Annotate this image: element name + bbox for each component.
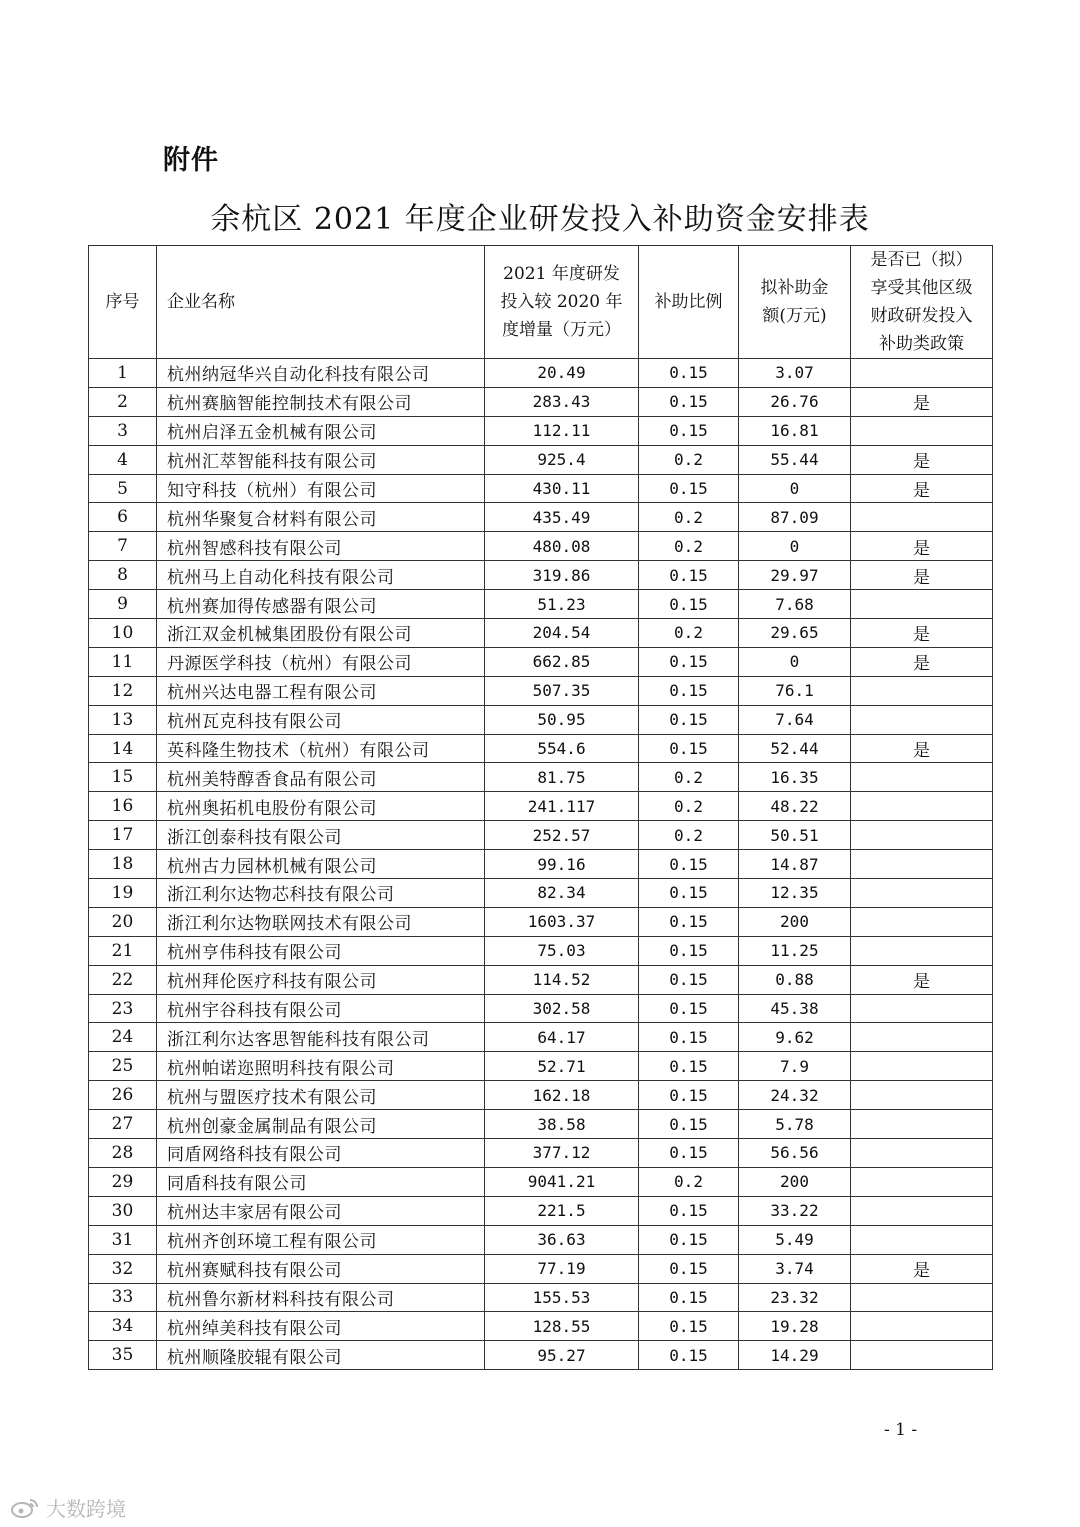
cell-ratio: 0.15 <box>639 879 739 908</box>
cell-increase: 99.16 <box>485 850 639 879</box>
cell-amount: 50.51 <box>739 821 851 850</box>
cell-ratio: 0.2 <box>639 503 739 532</box>
cell-other-policy: 是 <box>851 965 993 994</box>
table-row <box>89 1167 993 1196</box>
cell-increase: 52.71 <box>485 1052 639 1081</box>
table-row <box>89 879 993 908</box>
cell-seq: 34 <box>89 1312 157 1341</box>
cell-seq: 8 <box>89 561 157 590</box>
cell-other-policy: 是 <box>851 734 993 763</box>
cell-increase: 480.08 <box>485 532 639 561</box>
table-row <box>89 387 993 416</box>
cell-seq: 2 <box>89 387 157 416</box>
table-row <box>89 445 993 474</box>
cell-ratio: 0.15 <box>639 676 739 705</box>
cell-seq: 16 <box>89 792 157 821</box>
cell-other-policy <box>851 1052 993 1081</box>
cell-increase: 221.5 <box>485 1196 639 1225</box>
cell-other-policy <box>851 1225 993 1254</box>
cell-seq: 32 <box>89 1254 157 1283</box>
cell-seq: 26 <box>89 1081 157 1110</box>
cell-increase: 77.19 <box>485 1254 639 1283</box>
cell-other-policy <box>851 705 993 734</box>
table-row <box>89 1052 993 1081</box>
header-increase-line: 度增量（万元） <box>502 320 621 340</box>
cell-increase: 302.58 <box>485 994 639 1023</box>
page-title: 余杭区 2021 年度企业研发投入补助资金安排表 <box>210 202 870 237</box>
cell-increase: 128.55 <box>485 1312 639 1341</box>
cell-other-policy <box>851 590 993 619</box>
cell-amount: 0.88 <box>739 965 851 994</box>
attachment-label: 附件 <box>163 145 219 176</box>
table-row <box>89 1023 993 1052</box>
cell-ratio: 0.15 <box>639 359 739 388</box>
cell-company-name: 杭州启泽五金机械有限公司 <box>157 416 485 445</box>
table-row <box>89 1196 993 1225</box>
cell-company-name: 杭州智感科技有限公司 <box>157 532 485 561</box>
cell-ratio: 0.15 <box>639 1139 739 1168</box>
cell-ratio: 0.2 <box>639 792 739 821</box>
cell-ratio: 0.2 <box>639 821 739 850</box>
cell-company-name: 杭州顺隆胶辊有限公司 <box>157 1341 485 1370</box>
cell-increase: 554.6 <box>485 734 639 763</box>
cell-other-policy <box>851 1341 993 1370</box>
cell-company-name: 浙江创泰科技有限公司 <box>157 821 485 850</box>
cell-seq: 5 <box>89 474 157 503</box>
table-row <box>89 1110 993 1139</box>
cell-seq: 10 <box>89 619 157 648</box>
cell-amount: 45.38 <box>739 994 851 1023</box>
cell-amount: 3.74 <box>739 1254 851 1283</box>
cell-company-name: 英科隆生物技术（杭州）有限公司 <box>157 734 485 763</box>
cell-ratio: 0.2 <box>639 1167 739 1196</box>
table-row <box>89 850 993 879</box>
cell-ratio: 0.2 <box>639 532 739 561</box>
cell-amount: 5.49 <box>739 1225 851 1254</box>
cell-ratio: 0.15 <box>639 1283 739 1312</box>
cell-increase: 38.58 <box>485 1110 639 1139</box>
cell-increase: 1603.37 <box>485 907 639 936</box>
cell-other-policy <box>851 850 993 879</box>
cell-company-name: 同盾网络科技有限公司 <box>157 1139 485 1168</box>
cell-other-policy: 是 <box>851 474 993 503</box>
cell-increase: 81.75 <box>485 763 639 792</box>
cell-amount: 26.76 <box>739 387 851 416</box>
cell-company-name: 杭州美特醇香食品有限公司 <box>157 763 485 792</box>
table-row <box>89 821 993 850</box>
cell-seq: 30 <box>89 1196 157 1225</box>
cell-amount: 16.81 <box>739 416 851 445</box>
cell-other-policy: 是 <box>851 647 993 676</box>
cell-amount: 14.87 <box>739 850 851 879</box>
cell-company-name: 杭州纳冠华兴自动化科技有限公司 <box>157 359 485 388</box>
cell-amount: 200 <box>739 907 851 936</box>
table-row <box>89 647 993 676</box>
cell-company-name: 丹源医学科技（杭州）有限公司 <box>157 647 485 676</box>
cell-amount: 56.56 <box>739 1139 851 1168</box>
cell-company-name: 杭州马上自动化科技有限公司 <box>157 561 485 590</box>
cell-increase: 114.52 <box>485 965 639 994</box>
cell-company-name: 杭州绰美科技有限公司 <box>157 1312 485 1341</box>
cell-company-name: 杭州齐创环境工程有限公司 <box>157 1225 485 1254</box>
cell-amount: 16.35 <box>739 763 851 792</box>
cell-increase: 95.27 <box>485 1341 639 1370</box>
cell-seq: 33 <box>89 1283 157 1312</box>
cell-amount: 29.65 <box>739 619 851 648</box>
cell-ratio: 0.15 <box>639 1052 739 1081</box>
cell-ratio: 0.15 <box>639 936 739 965</box>
cell-increase: 36.63 <box>485 1225 639 1254</box>
table-row <box>89 1312 993 1341</box>
cell-increase: 435.49 <box>485 503 639 532</box>
weibo-logo-icon <box>10 1497 40 1519</box>
cell-seq: 7 <box>89 532 157 561</box>
cell-ratio: 0.15 <box>639 1110 739 1139</box>
table-row <box>89 1283 993 1312</box>
cell-ratio: 0.15 <box>639 734 739 763</box>
subsidy-table <box>88 245 993 1370</box>
cell-seq: 20 <box>89 907 157 936</box>
cell-seq: 3 <box>89 416 157 445</box>
cell-other-policy: 是 <box>851 532 993 561</box>
cell-ratio: 0.2 <box>639 445 739 474</box>
cell-seq: 18 <box>89 850 157 879</box>
cell-seq: 35 <box>89 1341 157 1370</box>
header-other-line: 财政研发投入 <box>870 306 973 326</box>
cell-amount: 55.44 <box>739 445 851 474</box>
cell-company-name: 杭州拜伦医疗科技有限公司 <box>157 965 485 994</box>
cell-amount: 12.35 <box>739 879 851 908</box>
cell-company-name: 杭州古力园林机械有限公司 <box>157 850 485 879</box>
cell-other-policy <box>851 359 993 388</box>
header-amount-line: 拟补助金 <box>760 278 829 298</box>
cell-company-name: 杭州瓦克科技有限公司 <box>157 705 485 734</box>
cell-ratio: 0.15 <box>639 387 739 416</box>
cell-seq: 6 <box>89 503 157 532</box>
table-body <box>89 359 993 1370</box>
cell-increase: 507.35 <box>485 676 639 705</box>
cell-other-policy: 是 <box>851 387 993 416</box>
cell-increase: 51.23 <box>485 590 639 619</box>
cell-ratio: 0.15 <box>639 474 739 503</box>
cell-ratio: 0.15 <box>639 1023 739 1052</box>
cell-ratio: 0.15 <box>639 1225 739 1254</box>
cell-increase: 112.11 <box>485 416 639 445</box>
cell-other-policy: 是 <box>851 619 993 648</box>
cell-increase: 319.86 <box>485 561 639 590</box>
cell-company-name: 知守科技（杭州）有限公司 <box>157 474 485 503</box>
header-other-line: 补助类政策 <box>879 334 964 354</box>
cell-other-policy <box>851 1110 993 1139</box>
table-row <box>89 474 993 503</box>
cell-increase: 82.34 <box>485 879 639 908</box>
cell-ratio: 0.15 <box>639 1081 739 1110</box>
table-row <box>89 532 993 561</box>
cell-ratio: 0.15 <box>639 1312 739 1341</box>
cell-company-name: 杭州赛赋科技有限公司 <box>157 1254 485 1283</box>
cell-increase: 430.11 <box>485 474 639 503</box>
cell-company-name: 杭州兴达电器工程有限公司 <box>157 676 485 705</box>
cell-increase: 925.4 <box>485 445 639 474</box>
cell-company-name: 杭州与盟医疗技术有限公司 <box>157 1081 485 1110</box>
cell-amount: 7.9 <box>739 1052 851 1081</box>
cell-amount: 7.68 <box>739 590 851 619</box>
cell-ratio: 0.2 <box>639 763 739 792</box>
cell-increase: 64.17 <box>485 1023 639 1052</box>
header-other-line: 是否已（拟） <box>870 250 973 270</box>
cell-amount: 5.78 <box>739 1110 851 1139</box>
cell-increase: 155.53 <box>485 1283 639 1312</box>
cell-amount: 7.64 <box>739 705 851 734</box>
cell-increase: 377.12 <box>485 1139 639 1168</box>
cell-seq: 1 <box>89 359 157 388</box>
header-amount-line: 额(万元) <box>762 306 827 326</box>
cell-amount: 24.32 <box>739 1081 851 1110</box>
table-row <box>89 359 993 388</box>
cell-seq: 4 <box>89 445 157 474</box>
cell-ratio: 0.15 <box>639 1196 739 1225</box>
cell-ratio: 0.15 <box>639 416 739 445</box>
cell-other-policy <box>851 1023 993 1052</box>
table-row <box>89 1225 993 1254</box>
cell-company-name: 浙江利尔达物联网技术有限公司 <box>157 907 485 936</box>
table-row <box>89 416 993 445</box>
cell-seq: 13 <box>89 705 157 734</box>
cell-other-policy <box>851 1139 993 1168</box>
table-row <box>89 561 993 590</box>
cell-other-policy <box>851 416 993 445</box>
cell-company-name: 杭州奥拓机电股份有限公司 <box>157 792 485 821</box>
header-amount <box>739 246 851 359</box>
cell-amount: 3.07 <box>739 359 851 388</box>
cell-increase: 9041.21 <box>485 1167 639 1196</box>
cell-company-name: 浙江利尔达物芯科技有限公司 <box>157 879 485 908</box>
cell-seq: 14 <box>89 734 157 763</box>
cell-seq: 11 <box>89 647 157 676</box>
cell-other-policy <box>851 879 993 908</box>
cell-seq: 24 <box>89 1023 157 1052</box>
table-row <box>89 705 993 734</box>
cell-company-name: 杭州华聚复合材料有限公司 <box>157 503 485 532</box>
cell-increase: 241.117 <box>485 792 639 821</box>
table-row <box>89 1254 993 1283</box>
header-other-line: 享受其他区级 <box>870 278 973 298</box>
header-seq: 序号 <box>89 246 157 359</box>
cell-seq: 31 <box>89 1225 157 1254</box>
cell-ratio: 0.15 <box>639 994 739 1023</box>
cell-other-policy: 是 <box>851 1254 993 1283</box>
cell-company-name: 浙江利尔达客思智能科技有限公司 <box>157 1023 485 1052</box>
header-ratio: 补助比例 <box>639 246 739 359</box>
cell-ratio: 0.2 <box>639 619 739 648</box>
cell-company-name: 浙江双金机械集团股份有限公司 <box>157 619 485 648</box>
cell-amount: 76.1 <box>739 676 851 705</box>
header-other-policy <box>851 246 993 359</box>
cell-amount: 0 <box>739 647 851 676</box>
cell-ratio: 0.15 <box>639 1254 739 1283</box>
cell-company-name: 杭州帕诺迩照明科技有限公司 <box>157 1052 485 1081</box>
cell-other-policy <box>851 763 993 792</box>
cell-increase: 662.85 <box>485 647 639 676</box>
table-row <box>89 1139 993 1168</box>
cell-other-policy <box>851 1196 993 1225</box>
cell-seq: 22 <box>89 965 157 994</box>
cell-amount: 14.29 <box>739 1341 851 1370</box>
watermark-text: 大数跨境 <box>46 1497 126 1521</box>
cell-ratio: 0.15 <box>639 850 739 879</box>
cell-other-policy <box>851 821 993 850</box>
cell-ratio: 0.15 <box>639 561 739 590</box>
table-row <box>89 734 993 763</box>
cell-amount: 19.28 <box>739 1312 851 1341</box>
cell-ratio: 0.15 <box>639 907 739 936</box>
cell-other-policy <box>851 936 993 965</box>
cell-seq: 23 <box>89 994 157 1023</box>
table-row <box>89 619 993 648</box>
cell-ratio: 0.15 <box>639 590 739 619</box>
cell-company-name: 杭州达丰家居有限公司 <box>157 1196 485 1225</box>
page-number: - 1 - <box>884 1420 918 1440</box>
cell-seq: 28 <box>89 1139 157 1168</box>
cell-amount: 11.25 <box>739 936 851 965</box>
table-row <box>89 1081 993 1110</box>
cell-other-policy <box>851 907 993 936</box>
cell-amount: 0 <box>739 474 851 503</box>
cell-company-name: 杭州鲁尔新材料科技有限公司 <box>157 1283 485 1312</box>
cell-seq: 25 <box>89 1052 157 1081</box>
cell-seq: 29 <box>89 1167 157 1196</box>
cell-seq: 27 <box>89 1110 157 1139</box>
cell-other-policy <box>851 792 993 821</box>
cell-amount: 0 <box>739 532 851 561</box>
table-row <box>89 936 993 965</box>
cell-other-policy <box>851 676 993 705</box>
cell-company-name: 杭州赛加得传感器有限公司 <box>157 590 485 619</box>
table-row <box>89 965 993 994</box>
cell-seq: 15 <box>89 763 157 792</box>
header-company-name: 企业名称 <box>157 246 485 359</box>
table-row <box>89 676 993 705</box>
cell-amount: 33.22 <box>739 1196 851 1225</box>
cell-amount: 200 <box>739 1167 851 1196</box>
cell-increase: 20.49 <box>485 359 639 388</box>
table-row <box>89 503 993 532</box>
cell-company-name: 杭州宇谷科技有限公司 <box>157 994 485 1023</box>
header-increase <box>485 246 639 359</box>
cell-other-policy: 是 <box>851 561 993 590</box>
table-row <box>89 590 993 619</box>
cell-seq: 9 <box>89 590 157 619</box>
cell-company-name: 杭州赛脑智能控制技术有限公司 <box>157 387 485 416</box>
cell-ratio: 0.15 <box>639 1341 739 1370</box>
header-increase-line: 2021 年度研发 <box>503 264 620 284</box>
cell-ratio: 0.15 <box>639 965 739 994</box>
cell-other-policy <box>851 1167 993 1196</box>
table-row <box>89 792 993 821</box>
cell-company-name: 杭州汇萃智能科技有限公司 <box>157 445 485 474</box>
table-row <box>89 1341 993 1370</box>
cell-increase: 252.57 <box>485 821 639 850</box>
watermark <box>10 1493 126 1522</box>
cell-company-name: 杭州创豪金属制品有限公司 <box>157 1110 485 1139</box>
table-row <box>89 763 993 792</box>
cell-seq: 21 <box>89 936 157 965</box>
cell-other-policy <box>851 1283 993 1312</box>
cell-other-policy <box>851 1312 993 1341</box>
cell-increase: 162.18 <box>485 1081 639 1110</box>
cell-seq: 19 <box>89 879 157 908</box>
cell-ratio: 0.15 <box>639 647 739 676</box>
cell-amount: 48.22 <box>739 792 851 821</box>
cell-other-policy <box>851 994 993 1023</box>
cell-amount: 9.62 <box>739 1023 851 1052</box>
table-row <box>89 994 993 1023</box>
table-header-row <box>89 246 993 359</box>
cell-ratio: 0.15 <box>639 705 739 734</box>
cell-other-policy <box>851 503 993 532</box>
cell-increase: 75.03 <box>485 936 639 965</box>
cell-increase: 283.43 <box>485 387 639 416</box>
cell-amount: 52.44 <box>739 734 851 763</box>
cell-other-policy: 是 <box>851 445 993 474</box>
header-increase-line: 投入较 2020 年 <box>500 292 623 312</box>
cell-amount: 87.09 <box>739 503 851 532</box>
cell-company-name: 同盾科技有限公司 <box>157 1167 485 1196</box>
cell-seq: 17 <box>89 821 157 850</box>
cell-increase: 50.95 <box>485 705 639 734</box>
cell-seq: 12 <box>89 676 157 705</box>
cell-other-policy <box>851 1081 993 1110</box>
table-row <box>89 907 993 936</box>
cell-increase: 204.54 <box>485 619 639 648</box>
cell-amount: 29.97 <box>739 561 851 590</box>
cell-company-name: 杭州亨伟科技有限公司 <box>157 936 485 965</box>
cell-amount: 23.32 <box>739 1283 851 1312</box>
